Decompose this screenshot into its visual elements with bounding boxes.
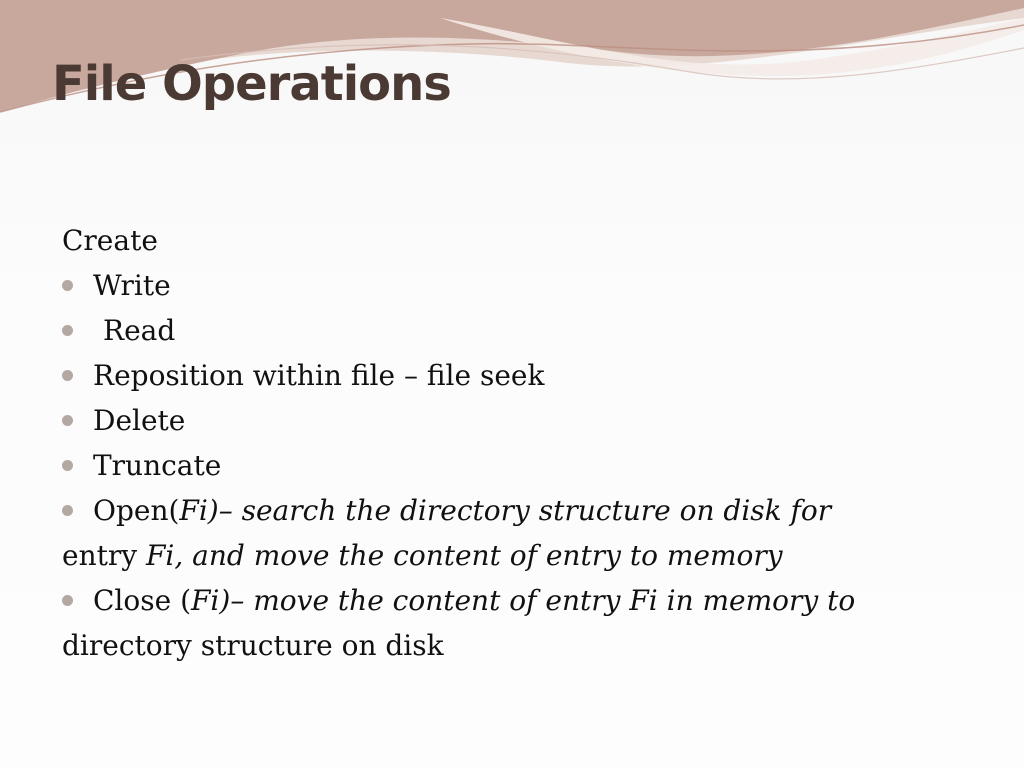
list-item-read	[62, 308, 962, 353]
list-item-write	[62, 263, 962, 308]
open-param: Fi)	[179, 494, 219, 527]
list-item-open-continuation	[62, 533, 962, 578]
list-item-truncate-text: Truncate	[93, 449, 222, 482]
open-continuation-prefix: entry	[62, 539, 146, 572]
item-create-text: Create	[62, 224, 158, 257]
list-item-reposition-text: Reposition within file – file seek	[93, 359, 545, 392]
close-continuation-text: directory structure on disk	[62, 629, 444, 662]
bullet-icon	[62, 370, 73, 381]
slide-title: File Operations	[52, 56, 451, 112]
list-item-delete-text: Delete	[93, 404, 186, 437]
open-label: Open(	[93, 494, 180, 527]
item-create	[62, 218, 962, 263]
bullet-icon	[62, 415, 73, 426]
bullet-icon	[62, 325, 73, 336]
list-item-delete	[62, 398, 962, 443]
list-item-write-text: Write	[93, 269, 171, 302]
list-item-reposition	[62, 353, 962, 398]
list-item-read-text: Read	[103, 314, 176, 347]
open-description: – search the directory structure on disk for	[218, 494, 832, 527]
bullet-icon	[62, 595, 73, 606]
close-label: Close (	[93, 584, 191, 617]
close-description: – move the content of entry Fi in memory to	[230, 584, 856, 617]
list-item-close-continuation	[62, 623, 962, 668]
list-item-truncate	[62, 443, 962, 488]
list-item-close	[62, 578, 962, 623]
list-item-open	[62, 488, 962, 533]
close-param: Fi)	[191, 584, 231, 617]
open-continuation-text: Fi, and move the content of entry to memory	[145, 539, 783, 572]
bullet-icon	[62, 505, 73, 516]
bullet-icon	[62, 460, 73, 471]
slide-content	[62, 218, 962, 668]
bullet-icon	[62, 280, 73, 291]
